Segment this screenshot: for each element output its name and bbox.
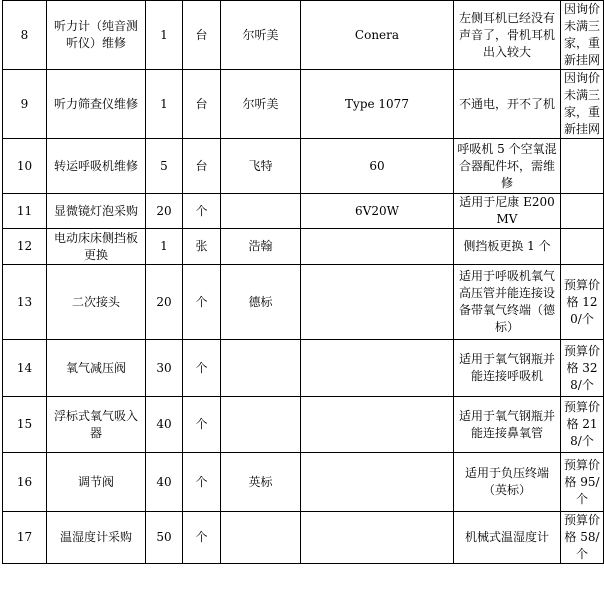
row-number: 10: [3, 139, 47, 194]
table-row: [3, 1, 604, 70]
quantity: 1: [146, 1, 183, 70]
procurement-table: [2, 0, 604, 564]
item-name: 显微镜灯泡采购: [47, 194, 146, 229]
model: [301, 229, 454, 265]
description: 适用于氧气钢瓶并能连接呼吸机: [454, 340, 561, 397]
description: 适用于氧气钢瓶并能连接鼻氧管: [454, 397, 561, 453]
item-name: 二次接头: [47, 265, 146, 340]
description: 呼吸机 5 个空氧混合器配件坏，需维修: [454, 139, 561, 194]
brand: 德标: [221, 265, 301, 340]
description: 机械式温湿度计: [454, 512, 561, 564]
row-number: 9: [3, 70, 47, 139]
model: Conera: [301, 1, 454, 70]
item-name: 温湿度计采购: [47, 512, 146, 564]
remark: 预算价格 218/个: [561, 397, 604, 453]
description: 不通电，开不了机: [454, 70, 561, 139]
table-row: [3, 512, 604, 564]
table-row: [3, 139, 604, 194]
unit: 个: [183, 194, 221, 229]
unit: 台: [183, 70, 221, 139]
item-name: 听力筛查仪维修: [47, 70, 146, 139]
unit: 张: [183, 229, 221, 265]
table-row: [3, 229, 604, 265]
row-number: 13: [3, 265, 47, 340]
quantity: 40: [146, 397, 183, 453]
table-row: [3, 265, 604, 340]
item-name: 浮标式氧气吸入器: [47, 397, 146, 453]
unit: 个: [183, 397, 221, 453]
table-row: [3, 453, 604, 512]
quantity: 50: [146, 512, 183, 564]
quantity: 30: [146, 340, 183, 397]
remark: 因询价未满三家，重新挂网: [561, 70, 604, 139]
remark: [561, 229, 604, 265]
description: 适用于负压终端（英标）: [454, 453, 561, 512]
model: [301, 265, 454, 340]
quantity: 40: [146, 453, 183, 512]
model: [301, 397, 454, 453]
unit: 台: [183, 139, 221, 194]
item-name: 调节阀: [47, 453, 146, 512]
row-number: 11: [3, 194, 47, 229]
item-name: 氧气减压阀: [47, 340, 146, 397]
table-row: [3, 340, 604, 397]
quantity: 1: [146, 229, 183, 265]
quantity: 20: [146, 194, 183, 229]
description: 适用于尼康 E200MV: [454, 194, 561, 229]
model: [301, 512, 454, 564]
description: 侧挡板更换 1 个: [454, 229, 561, 265]
item-name: 听力计（纯音测听仪）维修: [47, 1, 146, 70]
model: [301, 340, 454, 397]
brand: 英标: [221, 453, 301, 512]
row-number: 8: [3, 1, 47, 70]
brand: [221, 512, 301, 564]
description: 左侧耳机已经没有声音了，骨机耳机出入较大: [454, 1, 561, 70]
model: [301, 453, 454, 512]
remark: [561, 139, 604, 194]
model: 6V20W: [301, 194, 454, 229]
remark: 预算价格 328/个: [561, 340, 604, 397]
row-number: 14: [3, 340, 47, 397]
unit: 个: [183, 265, 221, 340]
brand: 浩翰: [221, 229, 301, 265]
brand: [221, 397, 301, 453]
description: 适用于呼吸机氧气高压管并能连接设备带氧气终端（德标）: [454, 265, 561, 340]
remark: 预算价格 95/个: [561, 453, 604, 512]
item-name: 电动床床侧挡板更换: [47, 229, 146, 265]
brand: 尔听美: [221, 1, 301, 70]
quantity: 20: [146, 265, 183, 340]
table-row: [3, 397, 604, 453]
model: Type 1077: [301, 70, 454, 139]
unit: 个: [183, 453, 221, 512]
row-number: 15: [3, 397, 47, 453]
remark: [561, 194, 604, 229]
row-number: 12: [3, 229, 47, 265]
quantity: 5: [146, 139, 183, 194]
quantity: 1: [146, 70, 183, 139]
remark: 预算价格 58/个: [561, 512, 604, 564]
remark: 预算价格 120/个: [561, 265, 604, 340]
model: 60: [301, 139, 454, 194]
table-row: [3, 70, 604, 139]
unit: 个: [183, 340, 221, 397]
brand: 尔听美: [221, 70, 301, 139]
brand: 飞特: [221, 139, 301, 194]
brand: [221, 340, 301, 397]
row-number: 17: [3, 512, 47, 564]
remark: 因询价未满三家，重新挂网: [561, 1, 604, 70]
row-number: 16: [3, 453, 47, 512]
unit: 个: [183, 512, 221, 564]
brand: [221, 194, 301, 229]
unit: 台: [183, 1, 221, 70]
item-name: 转运呼吸机维修: [47, 139, 146, 194]
table-row: [3, 194, 604, 229]
